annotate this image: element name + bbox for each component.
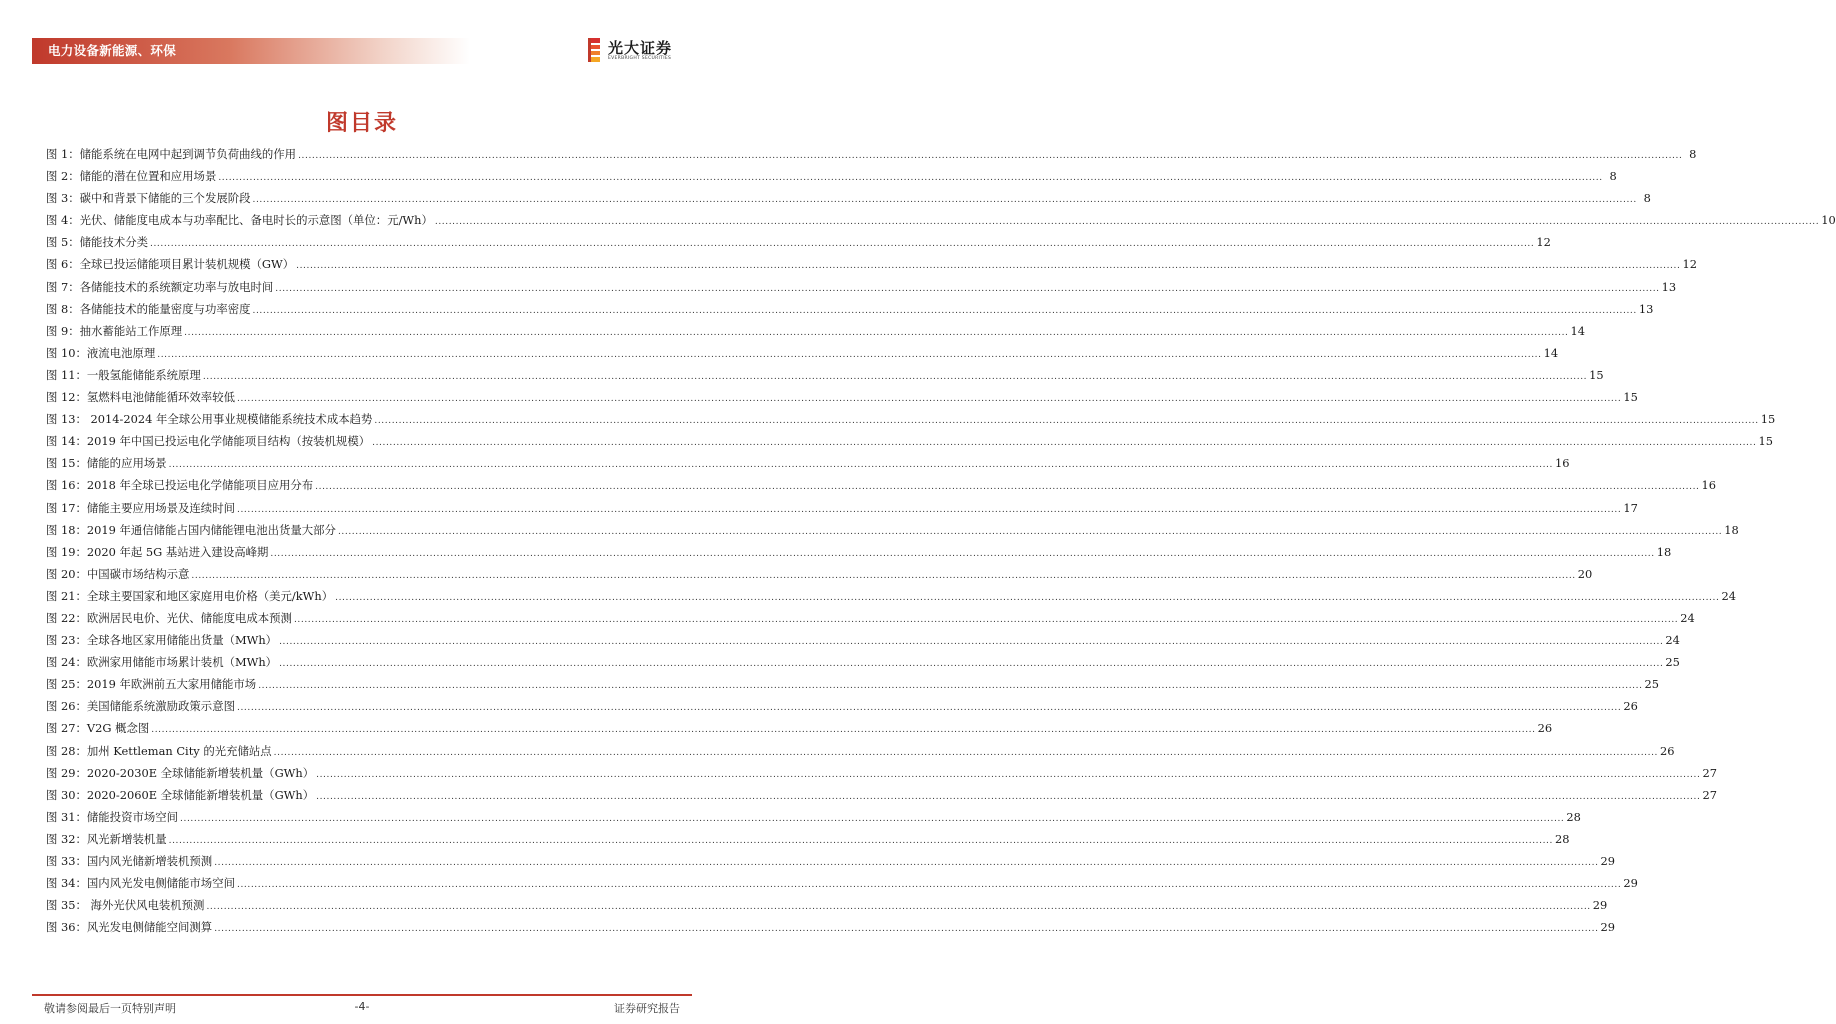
logo-name: 光大证券	[608, 39, 673, 57]
toc-entry-page: 14	[1570, 323, 1586, 338]
toc-entry-page: 16	[1554, 456, 1570, 471]
toc-dot-leader: ................................................................................................................................................................................................................................................................................................................................................................................................................	[184, 327, 1569, 338]
toc-entry-label: 图 36：风光发电侧储能空间测算	[46, 920, 213, 935]
toc-entry-label: 图 11：一般氢能储能系统原理	[46, 367, 201, 382]
toc-dot-leader: ................................................................................................................................................................................................................................................................................................................................................................................................................	[279, 659, 1664, 670]
toc-entry-page: 27	[1702, 765, 1717, 780]
toc-entry[interactable]	[46, 894, 1608, 916]
toc-entry[interactable]	[46, 629, 1680, 651]
toc-dot-leader: ................................................................................................................................................................................................................................................................................................................................................................................................................	[279, 637, 1664, 648]
toc-entry[interactable]	[46, 916, 1616, 938]
toc-entry-label: 图 4：光伏、储能度电成本与功率配比、备电时长的示意图（单位：元/Wh）	[46, 213, 433, 228]
toc-dot-leader: ................................................................................................................................................................................................................................................................................................................................................................................................................	[335, 592, 1720, 603]
toc-dot-leader: ................................................................................................................................................................................................................................................................................................................................................................................................................	[168, 835, 1553, 846]
toc-entry-label: 图 32：风光新增装机量	[46, 831, 167, 846]
toc-entry-page: 28	[1554, 831, 1570, 846]
toc-dot-leader: ................................................................................................................................................................................................................................................................................................................................................................................................................	[273, 747, 1659, 758]
toc-entry-label: 图 31：储能投资市场空间	[46, 809, 179, 824]
toc-entry[interactable]	[46, 143, 1697, 165]
toc-entry-page: 15	[1760, 412, 1776, 427]
toc-dot-leader: ................................................................................................................................................................................................................................................................................................................................................................................................................	[168, 460, 1553, 471]
toc-dot-leader: ................................................................................................................................................................................................................................................................................................................................................................................................................	[214, 924, 1599, 935]
toc-entry[interactable]	[46, 850, 1616, 872]
header-category: 电力设备新能源、环保	[48, 43, 177, 58]
toc-entry-page: 15	[1623, 390, 1638, 405]
toc-dot-leader: ................................................................................................................................................................................................................................................................................................................................................................................................................	[180, 813, 1565, 824]
figure-toc-list	[46, 143, 1836, 938]
toc-entry-label: 图 1：储能系统在电网中起到调节负荷曲线的作用	[46, 147, 297, 161]
toc-entry-page: 29	[1600, 854, 1616, 868]
toc-entry-label: 图 12：氢燃料电池储能循环效率较低	[46, 390, 235, 405]
toc-dot-leader: ................................................................................................................................................................................................................................................................................................................................................................................................................	[337, 526, 1723, 537]
toc-entry-label: 图 29：2020-2030E 全球储能新增装机量（GWh）	[46, 765, 315, 780]
toc-entry-label: 图 10：液流电池原理	[46, 345, 156, 360]
footer-report-type: 证券研究报告	[614, 1002, 680, 1015]
toc-entry-label: 图 14：2019 年中国已投运电化学储能项目结构（按装机规模）	[46, 434, 371, 449]
toc-entry-page: 27	[1702, 787, 1717, 802]
toc-dot-leader: ................................................................................................................................................................................................................................................................................................................................................................................................................	[270, 548, 1655, 559]
toc-entry-page: 17	[1623, 500, 1638, 515]
toc-dot-leader: ................................................................................................................................................................................................................................................................................................................................................................................................................	[296, 261, 1681, 272]
toc-entry-label: 图 21：全球主要国家和地区家庭用电价格（美元/kWh）	[46, 588, 334, 603]
toc-entry-page: 29	[1623, 876, 1638, 891]
toc-entry-label: 图 16：2018 年全球已投运电化学储能项目应用分布	[46, 478, 314, 493]
toc-entry-label: 图 24：欧洲家用储能市场累计装机（MWh）	[46, 655, 278, 670]
toc-entry[interactable]	[46, 298, 1654, 320]
footer-divider	[32, 994, 692, 996]
toc-entry-page: 8	[1689, 147, 1697, 161]
toc-entry-page: 16	[1701, 478, 1716, 493]
toc-dot-leader: ................................................................................................................................................................................................................................................................................................................................................................................................................	[252, 195, 1637, 206]
toc-dot-leader: ................................................................................................................................................................................................................................................................................................................................................................................................................	[202, 371, 1588, 382]
toc-entry-label: 图 25：2019 年欧洲前五大家用储能市场	[46, 677, 257, 692]
toc-entry-page: 15	[1589, 367, 1604, 382]
toc-dot-leader: ................................................................................................................................................................................................................................................................................................................................................................................................................	[150, 239, 1535, 250]
toc-dot-leader: ................................................................................................................................................................................................................................................................................................................................................................................................................	[275, 283, 1660, 294]
toc-entry[interactable]	[46, 474, 1716, 496]
toc-entry[interactable]	[46, 386, 1638, 408]
toc-dot-leader: ................................................................................................................................................................................................................................................................................................................................................................................................................	[252, 305, 1637, 316]
toc-entry[interactable]	[46, 872, 1638, 894]
toc-entry-label: 图 5：储能技术分类	[46, 235, 148, 250]
toc-entry-label: 图 13： 2014-2024 年全球公用事业规模储能系统技术成本趋势	[46, 412, 373, 427]
toc-dot-leader: ................................................................................................................................................................................................................................................................................................................................................................................................................	[218, 173, 1603, 184]
toc-entry-page: 18	[1656, 544, 1672, 559]
toc-entry[interactable]	[46, 364, 1604, 386]
toc-entry[interactable]	[46, 563, 1593, 585]
toc-entry-label: 图 7：各储能技术的系统额定功率与放电时间	[46, 279, 274, 294]
toc-entry-label: 图 9：抽水蓄能站工作原理	[46, 323, 183, 338]
toc-dot-leader: ................................................................................................................................................................................................................................................................................................................................................................................................................	[372, 438, 1757, 449]
toc-entry-label: 图 20：中国碳市场结构示意	[46, 566, 190, 581]
toc-entry[interactable]	[46, 276, 1677, 298]
toc-entry[interactable]	[46, 231, 1551, 253]
toc-entry[interactable]	[46, 585, 1736, 607]
toc-entry-page: 26	[1660, 743, 1675, 758]
logo-mark-icon	[588, 38, 602, 62]
page-number: -4-	[354, 1000, 370, 1013]
toc-entry[interactable]	[46, 541, 1672, 563]
toc-dot-leader: ................................................................................................................................................................................................................................................................................................................................................................................................................	[206, 902, 1591, 913]
toc-entry-page: 25	[1644, 677, 1660, 692]
toc-entry-label: 图 19：2020 年起 5G 基站进入建设高峰期	[46, 544, 269, 559]
toc-dot-leader: ................................................................................................................................................................................................................................................................................................................................................................................................................	[191, 570, 1576, 581]
toc-entry[interactable]	[46, 717, 1553, 739]
toc-entry-page: 10	[1821, 213, 1836, 228]
toc-dot-leader: ................................................................................................................................................................................................................................................................................................................................................................................................................	[298, 151, 1683, 161]
toc-entry-label: 图 6：全球已投运储能项目累计装机规模（GW）	[46, 257, 295, 272]
footer-disclaimer: 敬请参阅最后一页特别声明	[44, 1002, 176, 1015]
toc-entry-label: 图 22：欧洲居民电价、光伏、储能度电成本预测	[46, 610, 292, 625]
toc-entry-page: 25	[1665, 655, 1680, 670]
toc-dot-leader: ................................................................................................................................................................................................................................................................................................................................................................................................................	[236, 504, 1622, 515]
toc-entry-page: 24	[1721, 588, 1736, 603]
toc-dot-leader: ................................................................................................................................................................................................................................................................................................................................................................................................................	[374, 416, 1759, 427]
toc-entry-label: 图 35： 海外光伏风电装机预测	[46, 898, 205, 913]
toc-entry-page: 28	[1566, 809, 1581, 824]
toc-entry-page: 18	[1724, 522, 1739, 537]
toc-dot-leader: ................................................................................................................................................................................................................................................................................................................................................................................................................	[258, 681, 1643, 692]
toc-entry-label: 图 15：储能的应用场景	[46, 456, 167, 471]
toc-entry[interactable]	[46, 165, 1617, 187]
toc-entry[interactable]	[46, 209, 1836, 231]
toc-entry-page: 13	[1661, 279, 1677, 294]
toc-entry[interactable]	[46, 607, 1695, 629]
toc-entry-page: 15	[1758, 434, 1773, 449]
logo-subtitle: EVERBRIGHT SECURITIES	[608, 56, 672, 61]
toc-entry-page: 12	[1536, 235, 1551, 250]
toc-entry[interactable]	[46, 651, 1680, 673]
toc-entry-page: 14	[1543, 345, 1559, 360]
toc-entry[interactable]	[46, 740, 1675, 762]
page-title: 图目录	[325, 111, 398, 136]
toc-entry[interactable]	[46, 408, 1776, 430]
toc-entry-page: 13	[1638, 301, 1654, 316]
toc-entry-label: 图 3：碳中和背景下储能的三个发展阶段	[46, 191, 251, 206]
toc-dot-leader: ................................................................................................................................................................................................................................................................................................................................................................................................................	[151, 725, 1536, 736]
toc-entry-label: 图 27：V2G 概念图	[46, 721, 150, 736]
toc-entry-label: 图 34：国内风光发电侧储能市场空间	[46, 876, 235, 891]
toc-entry-page: 12	[1682, 257, 1697, 272]
toc-entry[interactable]	[46, 253, 1697, 275]
toc-entry-page: 24	[1665, 633, 1680, 648]
toc-dot-leader: ................................................................................................................................................................................................................................................................................................................................................................................................................	[434, 217, 1820, 228]
toc-entry[interactable]	[46, 452, 1570, 474]
toc-entry-page: 24	[1680, 610, 1695, 625]
toc-entry[interactable]	[46, 430, 1773, 452]
toc-entry[interactable]	[46, 342, 1559, 364]
toc-entry[interactable]	[46, 828, 1570, 850]
toc-dot-leader: ................................................................................................................................................................................................................................................................................................................................................................................................................	[293, 614, 1679, 625]
toc-entry-page: 26	[1623, 699, 1638, 714]
toc-dot-leader: ................................................................................................................................................................................................................................................................................................................................................................................................................	[236, 703, 1622, 714]
toc-dot-leader: ................................................................................................................................................................................................................................................................................................................................................................................................................	[236, 394, 1622, 405]
toc-dot-leader: ................................................................................................................................................................................................................................................................................................................................................................................................................	[316, 769, 1701, 780]
toc-entry-page: 20	[1577, 566, 1593, 581]
toc-entry[interactable]	[46, 695, 1638, 717]
toc-entry[interactable]	[46, 320, 1586, 342]
toc-dot-leader: ................................................................................................................................................................................................................................................................................................................................................................................................................	[214, 858, 1599, 868]
toc-entry-page: 29	[1600, 920, 1616, 935]
toc-entry[interactable]	[46, 806, 1581, 828]
toc-dot-leader: ................................................................................................................................................................................................................................................................................................................................................................................................................	[315, 482, 1700, 493]
company-logo	[588, 36, 698, 66]
toc-entry-label: 图 18：2019 年通信储能占国内储能锂电池出货量大部分	[46, 522, 336, 537]
toc-entry-page: 29	[1592, 898, 1608, 913]
toc-entry[interactable]	[46, 519, 1739, 541]
toc-entry[interactable]	[46, 784, 1717, 806]
toc-entry-label: 图 30：2020-2060E 全球储能新增装机量（GWh）	[46, 787, 315, 802]
toc-entry-page: 26	[1537, 721, 1553, 736]
toc-entry-label: 图 26：美国储能系统激励政策示意图	[46, 699, 235, 714]
toc-entry-page: 8	[1643, 191, 1651, 206]
toc-dot-leader: ................................................................................................................................................................................................................................................................................................................................................................................................................	[316, 791, 1701, 802]
toc-dot-leader: ................................................................................................................................................................................................................................................................................................................................................................................................................	[236, 880, 1622, 891]
toc-entry-label: 图 17：储能主要应用场景及连续时间	[46, 500, 235, 515]
toc-entry[interactable]	[46, 673, 1660, 695]
toc-dot-leader: ................................................................................................................................................................................................................................................................................................................................................................................................................	[157, 349, 1542, 360]
toc-entry-label: 图 33：国内风光储新增装机预测	[46, 854, 213, 868]
toc-entry-label: 图 28：加州 Kettleman City 的光充储站点	[46, 743, 272, 758]
toc-entry[interactable]	[46, 762, 1717, 784]
toc-entry[interactable]	[46, 187, 1651, 209]
toc-entry-label: 图 2：储能的潜在位置和应用场景	[46, 169, 217, 184]
toc-entry-page: 8	[1609, 169, 1617, 184]
toc-entry[interactable]	[46, 497, 1638, 519]
toc-entry-label: 图 8：各储能技术的能量密度与功率密度	[46, 301, 251, 316]
toc-entry-label: 图 23：全球各地区家用储能出货量（MWh）	[46, 633, 278, 648]
